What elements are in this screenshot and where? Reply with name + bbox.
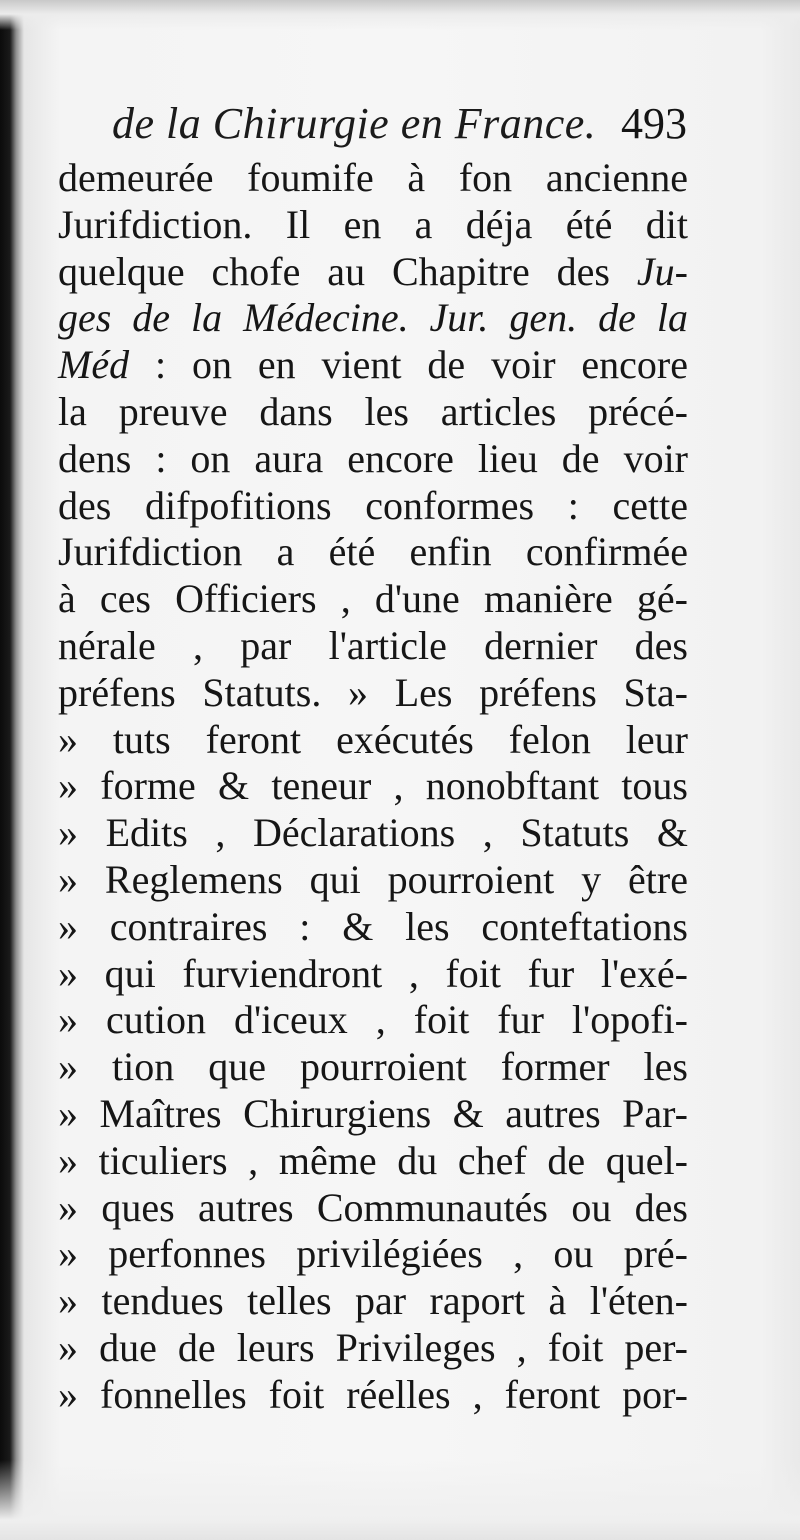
italic-segment: Méd — [58, 342, 130, 388]
page-bottom-shadow — [0, 1460, 800, 1540]
text-line: » tuts feront exécutés felon leur — [58, 716, 688, 762]
text-line: » fonnelles foit réelles , feront por- — [58, 1371, 688, 1417]
body-text — [58, 155, 688, 1419]
text-line: » tion que pourroient former les — [58, 1044, 688, 1090]
text-segment: : on en vient de voir encore — [129, 342, 688, 388]
text-line: » tendues telles par raport à l'éten- — [58, 1278, 688, 1324]
text-line: à ces Officiers , d'une manière gé- — [58, 576, 688, 622]
text-line: » qui furviendront , foit fur l'exé- — [58, 950, 688, 996]
text-line: nérale , par l'article dernier des — [58, 622, 688, 668]
page-number: 493 — [621, 99, 687, 148]
text-line: » due de leurs Privileges , foit per- — [58, 1324, 688, 1370]
text-line: » forme & teneur , nonobftant tous — [58, 763, 688, 809]
text-line: des difpofitions conformes : cette — [58, 482, 688, 528]
text-line: » Edits , Déclarations , Statuts & — [58, 810, 688, 856]
italic-segment: ges de la Médecine. Jur. gen. de la — [58, 295, 688, 341]
text-line: la preuve dans les articles précé- — [58, 388, 688, 434]
running-head: de la Chirurgie en France. — [112, 99, 597, 148]
text-line: » cution d'iceux , foit fur l'opofi- — [58, 997, 688, 1043]
text-line: » contraires : & les conteftations — [58, 903, 688, 949]
text-line — [58, 249, 688, 296]
text-line: dens : on aura encore lieu de voir — [58, 435, 688, 481]
text-line: » Reglemens qui pourroient y être — [58, 856, 688, 902]
page-top-shadow — [0, 0, 800, 30]
text-line: » perfonnes privilégiées , ou pré- — [58, 1231, 688, 1277]
text-line: Jurifdiction. Il en a déja été dit — [58, 201, 688, 247]
page-header — [112, 98, 687, 150]
text-segment: quelque chofe au Chapitre des — [58, 248, 637, 294]
text-line — [58, 295, 688, 342]
text-line: » ticuliers , même du chef de quel- — [58, 1137, 688, 1183]
text-line: » ques autres Communautés ou des — [58, 1184, 688, 1230]
text-line — [58, 342, 688, 389]
text-line: » Maîtres Chirurgiens & autres Par- — [58, 1090, 688, 1136]
text-line: préfens Statuts. » Les préfens Sta- — [58, 669, 688, 715]
italic-segment: Ju- — [636, 248, 688, 294]
text-line: demeurée foumife à fon ancienne — [58, 155, 688, 200]
text-line: Jurifdiction a été enfin confirmée — [58, 529, 688, 575]
